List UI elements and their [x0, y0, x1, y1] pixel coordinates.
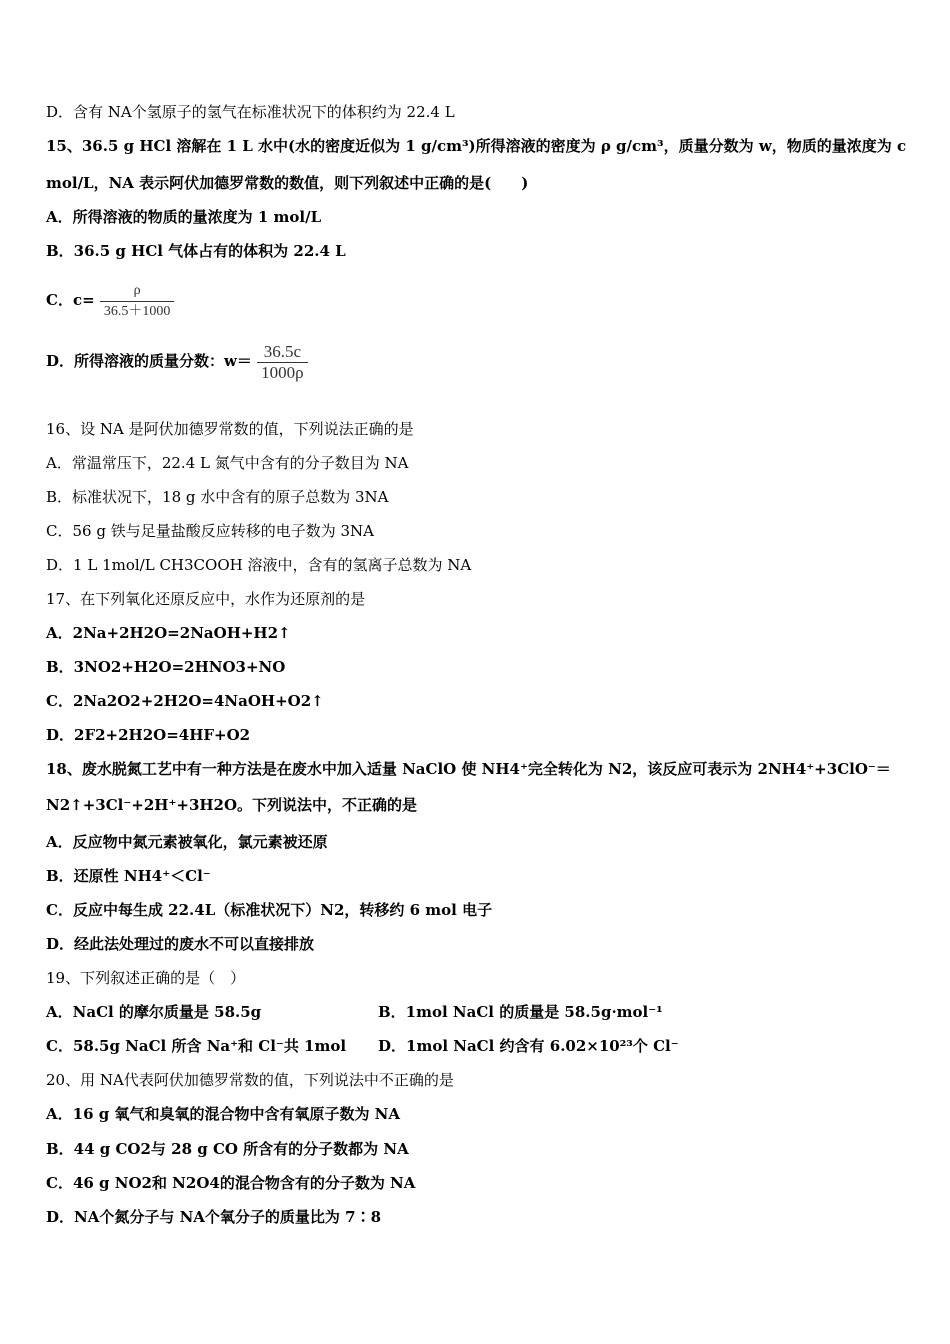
- q15-option-d-label: D．所得溶液的质量分数：w＝: [46, 352, 252, 370]
- q20-option-c: C．46 g NO2和 N2O4的混合物含有的分子数为 NA: [46, 1174, 416, 1192]
- q16-option-c: C．56 g 铁与足量盐酸反应转移的电子数为 3NA: [46, 522, 374, 540]
- q19-option-d: D．1mol NaCl 约含有 6.02×10²³个 Cl⁻: [378, 1037, 679, 1055]
- q15-option-c-label: C．c=: [46, 291, 95, 309]
- q18-option-b: B．还原性 NH4⁺＜Cl⁻: [46, 867, 211, 885]
- q19-option-a: A．NaCl 的摩尔质量是 58.5g: [46, 1003, 262, 1021]
- q18-stem-line2: N2↑+3Cl⁻+2H⁺+3H2O。下列说法中，不正确的是: [46, 796, 418, 814]
- q18-option-d: D．经此法处理过的废水不可以直接排放: [46, 935, 315, 953]
- q18-option-a: A．反应物中氮元素被氧化，氯元素被还原: [46, 833, 328, 851]
- q18-option-c: C．反应中每生成 22.4L（标准状况下）N2，转移约 6 mol 电子: [46, 901, 493, 919]
- formula-d-fraction: [257, 342, 307, 383]
- q14-option-d: D．含有 NA个氢原子的氢气在标准状况下的体积约为 22.4 L: [46, 103, 455, 121]
- q17-option-a: A．2Na+2H2O=2NaOH+H2↑: [46, 624, 291, 642]
- q15-stem-line1: 15、36.5 g HCl 溶解在 1 L 水中(水的密度近似为 1 g/cm³)所得溶液的密度为 ρ g/cm³，质量分数为 w，物质的量浓度为 c: [46, 137, 907, 155]
- q15-option-c: [46, 278, 910, 322]
- q20-option-a: A．16 g 氧气和臭氧的混合物中含有氧原子数为 NA: [46, 1105, 401, 1123]
- q19-row-2: [46, 1035, 910, 1057]
- formula-c-denominator: 36.5＋1000: [103, 303, 171, 319]
- q17-option-d: D．2F2+2H2O=4HF+O2: [46, 726, 251, 744]
- q15-option-a: A．所得溶液的物质的量浓度为 1 mol/L: [46, 208, 322, 226]
- q18-stem-line1: 18、废水脱氮工艺中有一种方法是在废水中加入适量 NaClO 使 NH4⁺完全转化为 N2，该反应可表示为 2NH4⁺+3ClO⁻＝: [46, 760, 891, 778]
- q15-option-d: [46, 336, 910, 386]
- q15-option-b: B．36.5 g HCl 气体占有的体积为 22.4 L: [46, 242, 346, 260]
- q20-option-d: D．NA个氮分子与 NA个氧分子的质量比为 7∶8: [46, 1208, 382, 1226]
- formula-d-denominator: 1000ρ: [261, 362, 304, 382]
- q16-option-b: B．标准状况下，18 g 水中含有的原子总数为 3NA: [46, 488, 389, 506]
- q19-stem: 19、下列叙述正确的是（ ）: [46, 969, 246, 987]
- formula-c-fraction: [100, 281, 175, 322]
- q19-option-b: B．1mol NaCl 的质量是 58.5g·mol⁻¹: [378, 1003, 663, 1021]
- formula-c-numerator: ρ: [100, 281, 175, 302]
- q20-stem: 20、用 NA代表阿伏加德罗常数的值，下列说法中不正确的是: [46, 1071, 454, 1089]
- q17-option-c: C．2Na2O2+2H2O=4NaOH+O2↑: [46, 692, 324, 710]
- formula-d-numerator: 36.5c: [257, 342, 307, 363]
- q16-option-a: A．常温常压下，22.4 L 氮气中含有的分子数目为 NA: [46, 454, 409, 472]
- q19-option-c: C．58.5g NaCl 所含 Na⁺和 Cl⁻共 1mol: [46, 1037, 347, 1055]
- q17-stem: 17、在下列氧化还原反应中，水作为还原剂的是: [46, 590, 366, 608]
- q17-option-b: B．3NO2+H2O=2HNO3+NO: [46, 658, 286, 676]
- q16-option-d: D．1 L 1mol/L CH3COOH 溶液中，含有的氢离子总数为 NA: [46, 556, 472, 574]
- q16-stem: 16、设 NA 是阿伏加德罗常数的值，下列说法正确的是: [46, 420, 414, 438]
- q19-row-1: [46, 1001, 910, 1023]
- q15-stem-line2: mol/L，NA 表示阿伏加德罗常数的数值，则下列叙述中正确的是( ): [46, 174, 529, 192]
- q20-option-b: B．44 g CO2与 28 g CO 所含有的分子数都为 NA: [46, 1140, 409, 1158]
